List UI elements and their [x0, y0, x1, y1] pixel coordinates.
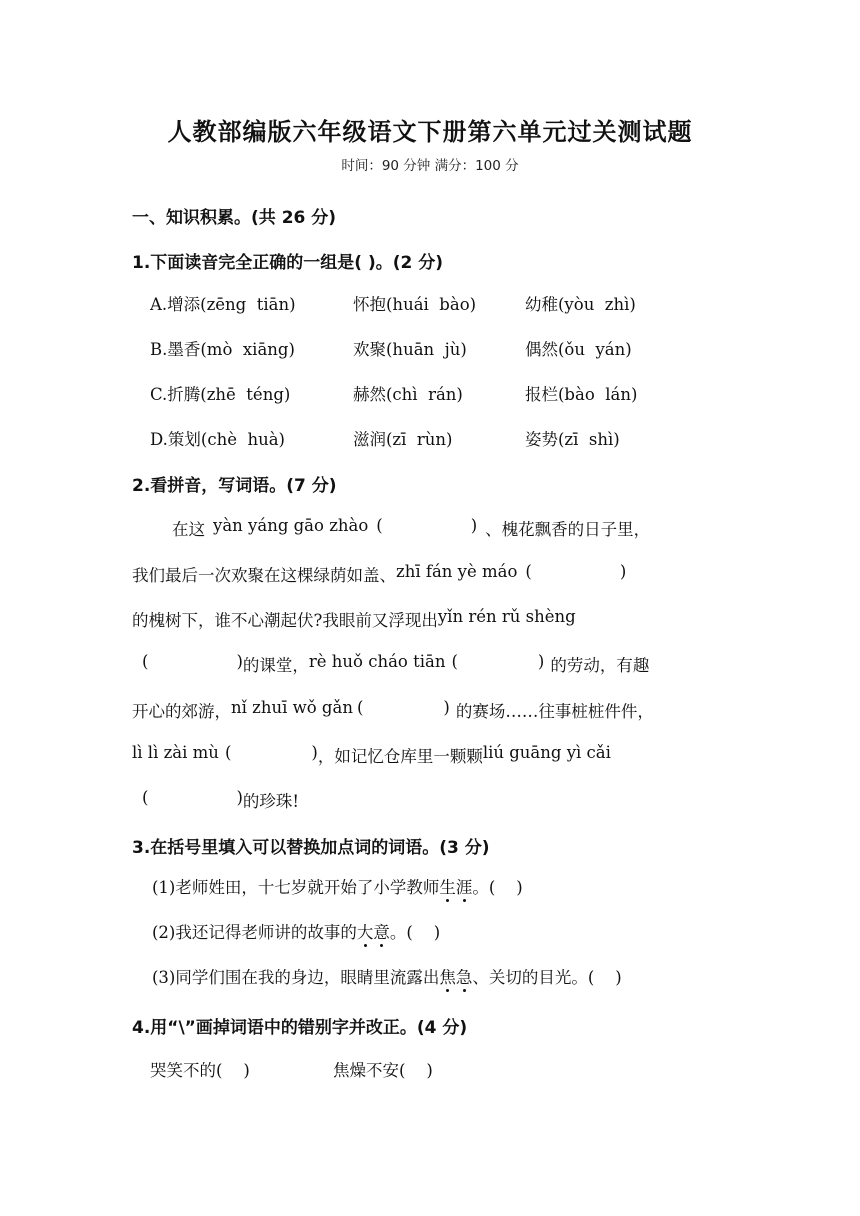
passage-text: ，如记忆仓库里一颗颗: [317, 747, 483, 766]
dotted-char: 生: [439, 874, 456, 898]
passage-line: [172, 516, 730, 540]
option-a-word-2: 怀抱(huái bào): [353, 295, 477, 314]
passage-line: [132, 743, 730, 767]
answer-blank-close: ): [236, 652, 243, 671]
question-2-heading: 2.看拼音，写词语。(7 分): [132, 476, 337, 496]
pinyin-prompt: rè huǒ cháo tiān: [308, 652, 446, 671]
passage-text: 的课堂，: [242, 656, 309, 675]
answer-blank-open: (: [142, 652, 149, 671]
answer-blank-close: ): [311, 743, 318, 762]
option-a-word-1: A.增添(zēng tiān): [150, 295, 296, 314]
question-4-heading: 4.用“\”画掉词语中的错别字并改正。(4 分): [132, 1018, 468, 1038]
answer-blank-close: ): [619, 562, 627, 581]
answer-blank-close: ): [443, 698, 450, 717]
passage-text: 的赛场……往事桩桩件件，: [455, 702, 654, 721]
option-c-word-2: 赫然(chì rán): [353, 385, 463, 404]
answer-blank-open: (: [376, 516, 383, 535]
item-text: 。( ): [389, 923, 441, 942]
answer-blank-open: (: [525, 562, 532, 581]
question-3-heading: 3.在括号里填入可以替换加点词的词语。(3 分): [132, 838, 490, 858]
passage-text: 的槐树下，谁不心潮起伏?我眼前又浮现出: [132, 611, 438, 630]
answer-blank-open: (: [451, 652, 458, 671]
pinyin-prompt: lì lì zài mù: [132, 743, 219, 762]
exam-meta: 时间：90 分钟 满分：100 分: [341, 158, 519, 174]
item-text: (3)同学们围在我的身边，眼睛里流露出: [152, 968, 440, 987]
option-d-word-1: D.策划(chè huà): [150, 430, 285, 449]
dotted-char: 涯: [456, 874, 473, 898]
option-c-word-1: C.折腾(zhē téng): [150, 385, 291, 404]
question-3-item-2: [152, 919, 440, 943]
question-3-item-3: [152, 964, 622, 988]
question-4-word-1: 哭笑不的( ): [150, 1061, 250, 1080]
answer-blank-close: ): [470, 516, 478, 535]
option-c-word-3: 报栏(bào lán): [525, 385, 638, 404]
passage-line: [142, 652, 730, 676]
answer-blank-open: (: [142, 788, 149, 807]
passage-line: [132, 562, 730, 586]
answer-blank-open: (: [224, 743, 232, 762]
answer-blank-open: (: [356, 698, 364, 717]
option-b-word-3: 偶然(ǒu yán): [525, 340, 632, 359]
option-b-word-2: 欢聚(huān jù): [353, 340, 467, 359]
pinyin-prompt: yǐn rén rǔ shèng: [437, 607, 576, 626]
dotted-char: 急: [456, 964, 473, 988]
page-title: 人教部编版六年级语文下册第六单元过关测试题: [167, 118, 693, 146]
passage-text: 开心的郊游，: [132, 702, 231, 721]
pinyin-prompt: zhī fán yè máo: [396, 562, 518, 581]
item-text: 、关切的目光。( ): [472, 968, 622, 987]
passage-text: 、槐花飘香的日子里，: [485, 520, 651, 539]
dotted-char: 焦: [439, 964, 456, 988]
dotted-char: 大: [357, 919, 374, 943]
question-3-item-1: [152, 874, 523, 898]
passage-line: [132, 607, 730, 631]
item-text: (1)老师姓田，十七岁就开始了小学教师: [152, 878, 440, 897]
option-a-word-3: 幼稚(yòu zhì): [525, 295, 636, 314]
question-1-heading: 1.下面读音完全正确的一组是( )。(2 分): [132, 253, 444, 273]
pinyin-prompt: liú guāng yì cǎi: [482, 743, 611, 762]
item-text: (2)我还记得老师讲的故事的: [152, 923, 357, 942]
option-d-word-2: 滋润(zī rùn): [353, 430, 453, 449]
passage-text: 的珍珠!: [242, 792, 300, 811]
answer-blank-close: ): [537, 652, 545, 671]
pinyin-prompt: yàn yáng gāo zhào: [213, 516, 369, 535]
pinyin-prompt: nǐ zhuī wǒ gǎn: [231, 698, 353, 717]
item-text: 。( ): [472, 878, 523, 897]
dotted-char: 意: [373, 919, 390, 943]
passage-text: 在这: [172, 520, 205, 539]
passage-text: 我们最后一次欢聚在这棵绿荫如盖、: [132, 566, 396, 585]
answer-blank-close: ): [236, 788, 243, 807]
option-b-word-1: B.墨香(mò xiāng): [150, 340, 295, 359]
section-heading: 一、知识积累。(共 26 分): [132, 208, 337, 228]
option-d-word-3: 姿势(zī shì): [525, 430, 620, 449]
passage-line: [132, 698, 730, 722]
passage-text: 的劳动，有趣: [550, 656, 650, 675]
passage-line: [142, 788, 730, 812]
question-4-word-2: 焦燥不安( ): [333, 1061, 433, 1080]
